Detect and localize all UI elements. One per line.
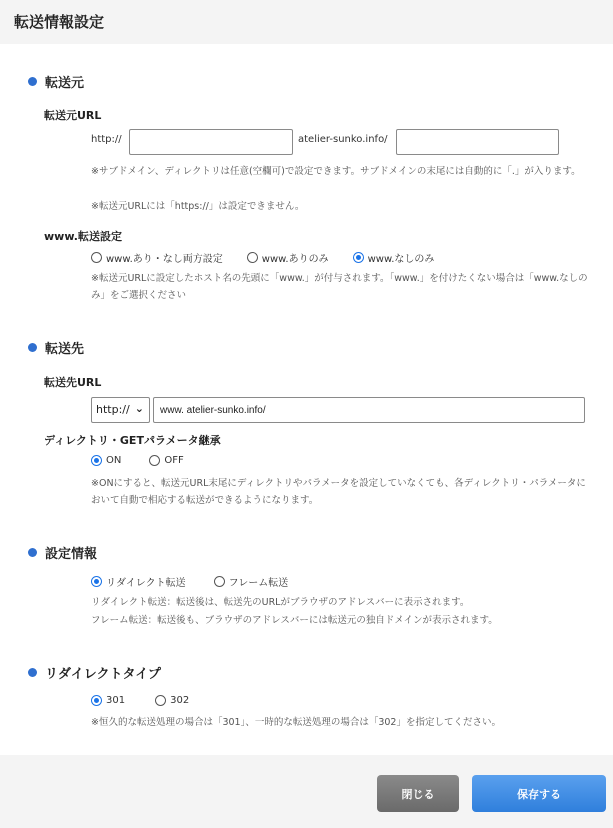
settings-note-2: フレーム転送：転送後も、ブラウザのアドレスバーには転送元の独自ドメインが表示されます。	[91, 615, 498, 626]
section-redirect-title	[28, 663, 161, 682]
transfer-type-radio-group	[91, 574, 288, 589]
transfer-radio-frame[interactable]	[214, 574, 289, 589]
settings-note-1: リダイレクト転送：転送後は、転送先のURLがブラウザのアドレスバーに表示されます。	[91, 597, 470, 608]
www-radio-both-label: www.あり・なし両方設定	[106, 254, 223, 265]
dest-url-input[interactable]	[153, 397, 585, 423]
section-dest-label: 転送先	[45, 342, 85, 357]
bullet-dot-icon	[28, 343, 37, 352]
redirect-radio-302[interactable]	[155, 695, 189, 706]
transfer-radio-redirect-label: リダイレクト転送	[106, 578, 186, 589]
source-note-1: ※サブドメイン、ディレクトリは任意(空欄可)で設定できます。サブドメインの末尾には自動的に「.」が入ります。	[91, 166, 581, 177]
dir-note: ※ONにすると、転送元URL末尾にディレクトリやパラメータを設定していなくても、各ディレクトリ・パラメータにおいて自動で相応する転送ができるようになります。	[91, 478, 586, 506]
source-url-label: 転送元URL	[44, 109, 102, 122]
radio-unchecked-icon[interactable]	[247, 252, 258, 263]
redirect-radio-301[interactable]	[91, 695, 125, 706]
dialog-header	[0, 0, 613, 44]
dir-radio-off[interactable]	[149, 455, 183, 466]
dest-protocol-select[interactable]	[91, 397, 150, 423]
bullet-dot-icon	[28, 77, 37, 86]
www-radio-without[interactable]	[353, 250, 435, 265]
radio-unchecked-icon[interactable]	[155, 695, 166, 706]
dest-protocol-value: http://	[96, 403, 130, 416]
dir-radio-group	[91, 455, 184, 466]
radio-checked-icon[interactable]	[91, 695, 102, 706]
source-directory-input[interactable]	[396, 129, 559, 155]
source-url-prefix: http://	[91, 134, 122, 145]
redirect-type-radio-group	[91, 695, 189, 706]
dir-radio-on[interactable]	[91, 455, 121, 466]
dialog-title: 転送情報設定	[14, 13, 105, 31]
redirect-radio-302-label: 302	[170, 695, 190, 706]
radio-checked-icon[interactable]	[91, 576, 102, 587]
dest-url-label: 転送先URL	[44, 376, 102, 389]
radio-checked-icon[interactable]	[353, 252, 364, 263]
source-note-2: ※転送元URLには「https://」は設定できません。	[91, 201, 305, 212]
transfer-radio-redirect[interactable]	[91, 574, 186, 589]
redirect-note: ※恒久的な転送処理の場合は「301」、一時的な転送処理の場合は「302」を指定してください。	[91, 717, 501, 728]
section-source-title	[28, 72, 84, 91]
bullet-dot-icon	[28, 668, 37, 677]
dir-radio-on-label: ON	[106, 455, 122, 466]
www-radio-with[interactable]	[247, 250, 329, 265]
save-button[interactable]: 保存する	[472, 775, 606, 812]
close-button[interactable]: 閉じる	[377, 775, 459, 812]
dir-radio-off-label: OFF	[164, 455, 184, 466]
dir-inherit-label: ディレクトリ・GETパラメータ継承	[44, 434, 221, 447]
www-note: ※転送元URLに設定したホスト名の先頭に「www.」が付与されます。「www.」を付けたくない場合は「www.なしのみ」をご選択ください	[91, 273, 588, 301]
section-redirect-label: リダイレクトタイプ	[45, 667, 161, 682]
www-radio-both[interactable]	[91, 250, 223, 265]
chevron-down-icon: ⌄	[134, 402, 144, 415]
section-source-label: 転送元	[45, 76, 85, 91]
www-radio-with-label: www.ありのみ	[261, 254, 329, 265]
transfer-radio-frame-label: フレーム転送	[228, 578, 289, 589]
bullet-dot-icon	[28, 548, 37, 557]
source-subdomain-input[interactable]	[129, 129, 293, 155]
www-setting-label: www.転送設定	[44, 230, 122, 243]
section-dest-title	[28, 338, 84, 357]
section-settings-title	[28, 543, 97, 562]
source-domain-text: atelier-sunko.info/	[298, 134, 388, 145]
section-settings-label: 設定情報	[45, 547, 98, 562]
radio-unchecked-icon[interactable]	[91, 252, 102, 263]
www-radio-without-label: www.なしのみ	[367, 254, 435, 265]
radio-checked-icon[interactable]	[91, 455, 102, 466]
radio-unchecked-icon[interactable]	[149, 455, 160, 466]
radio-unchecked-icon[interactable]	[214, 576, 225, 587]
www-radio-group	[91, 250, 434, 265]
redirect-radio-301-label: 301	[106, 695, 126, 706]
